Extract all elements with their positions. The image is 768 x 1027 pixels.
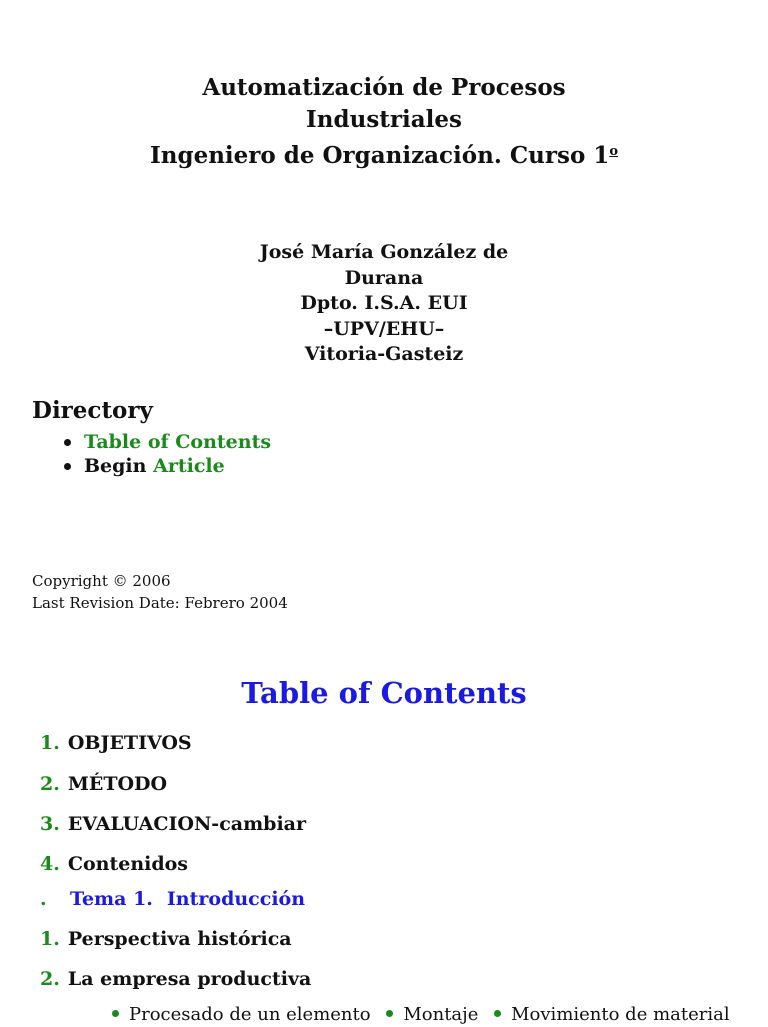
toc-entry-title: MÉTODO [67,773,168,795]
author-line: –UPV/EHU– [323,317,445,340]
toc-tema-number: . [40,888,47,910]
toc-entry-number: 1. [40,732,60,754]
author-block [0,240,768,368]
toc-entry-number: 3. [40,813,60,835]
directory-item-toc [62,430,271,454]
green-bullet-icon [386,1010,393,1017]
toc-tema-label: Tema 1. [70,888,153,910]
revision-date: Last Revision Date: Febrero 2004 [32,594,288,612]
toc-entry-number: 4. [40,853,60,875]
toc-entry[interactable] [40,812,306,836]
document-meta [32,570,288,614]
title-line-1: Automatización de Procesos [202,74,566,101]
toc-entry-title: Perspectiva histórica [67,928,292,950]
ordinal-indicator: o [609,144,618,159]
title-line-3 [0,136,768,172]
bullet-icon [64,439,71,446]
article-link[interactable]: Article [153,455,225,477]
directory-item-article [62,454,271,478]
directory-list [32,430,271,478]
green-bullet-icon [112,1010,119,1017]
toc-entry-title: EVALUACION-cambiar [67,813,307,835]
toc-entry[interactable] [40,967,311,991]
bullet-icon [64,463,71,470]
copyright-text: Copyright © 2006 [32,572,171,590]
toc-tema-entry[interactable] [40,887,305,911]
author-line: Vitoria-Gasteiz [304,343,464,365]
toc-entry-title: OBJETIVOS [67,732,192,754]
toc-link[interactable]: Table of Contents [84,431,272,453]
sub-item: Montaje [403,1004,479,1025]
title-line-3-text: Ingeniero de Organización. Curso 1 [150,142,610,169]
toc-entry[interactable] [40,731,192,755]
author-line: José María González de [259,241,509,263]
sub-items-row [112,1003,740,1027]
toc-entry-number: 2. [40,773,60,795]
directory [32,396,271,478]
document-title [0,72,768,172]
begin-label: Begin [84,455,147,477]
toc-entry[interactable] [40,927,292,951]
sub-item: Movimiento de material [511,1004,730,1025]
toc-entry[interactable] [40,772,167,796]
title-line-2: Industriales [306,106,462,133]
toc-entry[interactable] [40,852,188,876]
toc-entry-title: Contenidos [67,853,189,875]
sub-item: Procesado de un elemento [129,1004,371,1025]
toc-entry-number: 1. [40,928,60,950]
toc-entry-number: 2. [40,968,60,990]
directory-heading: Directory [32,397,153,424]
green-bullet-icon [494,1010,501,1017]
author-line: Durana [344,266,424,289]
toc-heading: Table of Contents [241,676,527,710]
author-line: Dpto. I.S.A. EUI [300,292,468,314]
toc-entry-title: La empresa productiva [67,968,312,990]
toc-tema-title: Introducción [166,888,306,910]
